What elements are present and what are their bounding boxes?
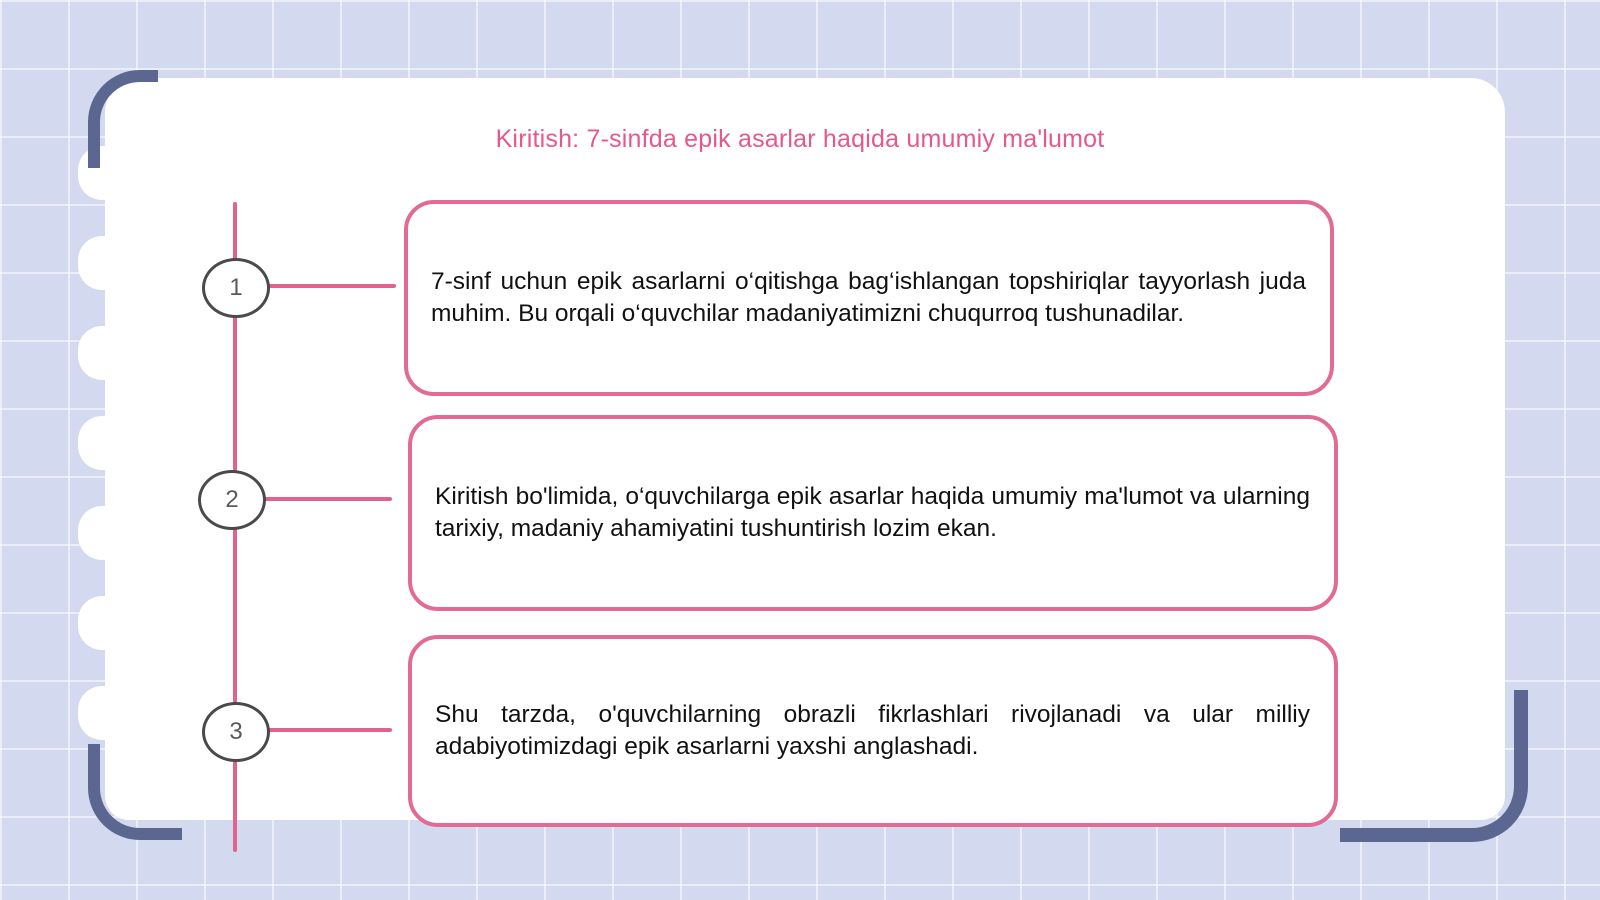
- paper-scallop: [78, 326, 126, 380]
- step-card-1: [404, 200, 1334, 396]
- paper-scallop: [78, 416, 126, 470]
- corner-bracket-bottom-right: [1340, 690, 1528, 842]
- paper-scallop: [78, 686, 126, 740]
- paper-scallop: [78, 506, 126, 560]
- paper-scallop: [78, 596, 126, 650]
- step-number-3: 3: [202, 702, 270, 762]
- paper-scallop: [78, 236, 126, 290]
- step-text-1: 7-sinf uchun epik asarlarni o‘qitishga bag‘ishlangan topshiriqlar tayyorlash juda muhim. Bu orqali o‘quvchilar madaniyatimizni chuqurroq tushunadilar.: [431, 268, 1306, 327]
- connector-line-2: [262, 497, 392, 501]
- slide-title: Kiritish: 7-sinfda epik asarlar haqida umumiy ma'lumot: [495, 125, 1105, 153]
- corner-bracket-top-left: [88, 70, 158, 168]
- step-card-2: [408, 415, 1338, 611]
- connector-line-1: [266, 284, 396, 288]
- step-text-3: Shu tarzda, o'quvchilarning obrazli fikrlashlari rivojlanadi va ular milliy adabiyotimizdagi epik asarlarni yaxshi anglashadi.: [435, 701, 1310, 760]
- step-text-2: Kiritish bo'limida, o‘quvchilarga epik asarlar haqida umumiy ma'lumot va ularning tarixiy, madaniy ahamiyatini tushuntirish lozim ekan.: [435, 483, 1310, 542]
- connector-line-3: [266, 728, 392, 732]
- corner-bracket-bottom-left: [88, 744, 182, 840]
- step-card-3: [408, 635, 1338, 827]
- step-number-2: 2: [198, 470, 266, 530]
- step-number-1: 1: [202, 258, 270, 318]
